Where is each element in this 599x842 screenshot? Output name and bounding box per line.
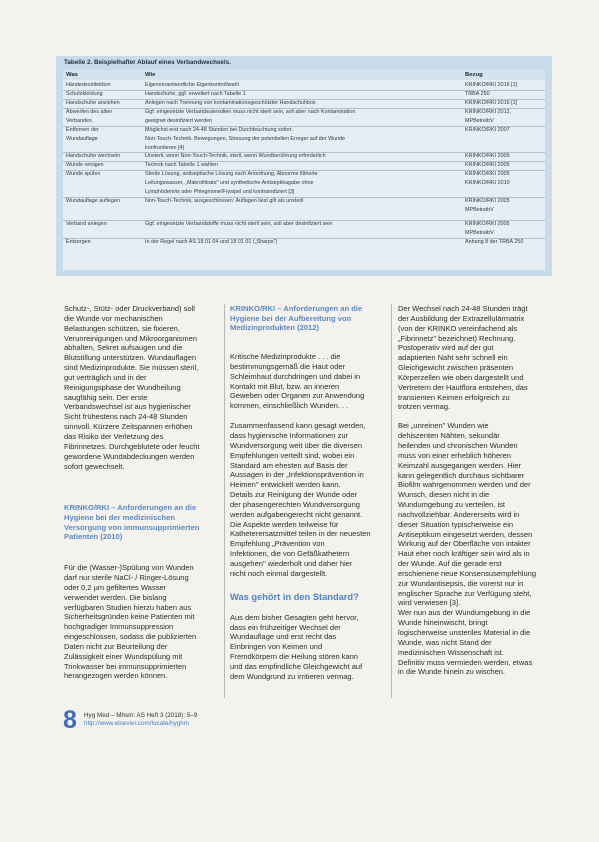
table-cell-wie: Eigenverantwortliche Eigenkontrollwahl: [145, 82, 239, 88]
text-line: dieser Situation typischerweise ein: [398, 519, 514, 529]
table-cell-was: Abwerfen des alten Verbandes: [66, 109, 113, 125]
text-line: Wunde, was nicht Stand der: [398, 637, 492, 647]
text-line: adaptierten Naht sehr schnell ein: [398, 353, 508, 363]
table-header-row: [63, 70, 545, 80]
table-cell-was: Entfernen der Wundauflage: [66, 127, 99, 143]
text-line: Postoperativ wird auf der gut: [398, 343, 494, 353]
text-line: „Fibrinnetz" bezeichnet) Rechnung.: [398, 333, 516, 343]
text-line: die Wunde vor mechanischen: [64, 313, 163, 323]
heading-line: Hygiene bei der Aufbereitung von: [230, 313, 352, 323]
row-separator: [63, 108, 545, 109]
text-line: nachvollziehbar. Andererseits wird in: [398, 509, 520, 519]
text-line: ausgehen" wiederholt und daher hier: [230, 558, 353, 568]
text-line: sinnvoll. Kürzere Zeitspannen erhöhen: [64, 422, 193, 432]
table-header-wie: Wie: [145, 72, 156, 78]
paragraph: [398, 304, 560, 412]
row-separator: [63, 161, 545, 162]
text-line: Sicht frühestens nach 24-48 Stunden: [64, 412, 188, 422]
text-line: Empfehlung „Prävention von: [230, 539, 325, 549]
table-cell-was: Entsorgen: [66, 239, 91, 245]
text-line: verfügbaren Studien hierzu haben aus: [64, 602, 192, 612]
text-line: der Wunde. Auf die gerade erst: [398, 559, 502, 569]
text-line: Einbringen von Keimen und: [230, 642, 323, 652]
table-cell-bezug: KRINKO/RKI 2005: [465, 162, 510, 168]
table-header-bezug: Bezug: [465, 72, 483, 78]
text-line: Infektionen, die von Gefäßkathetern: [230, 549, 350, 559]
section-heading-main: Was gehört in den Standard?: [230, 591, 359, 602]
text-line: Wunsch, diesen nicht in die: [398, 490, 490, 500]
text-line: Vertretern der Hautflora entstehen, das: [398, 382, 528, 392]
text-line: Kritische Medizinprodukte . . . die: [230, 352, 341, 362]
text-line: kann gelegentlich durchaus sichtbarer: [398, 470, 525, 480]
text-column-2: [230, 304, 392, 682]
text-line: Standard am ehesten auf Basis der: [230, 460, 348, 470]
text-line: Wunde hineinwischt, bringt: [398, 618, 488, 628]
text-line: Aus dem bisher Gesagten geht hervor,: [230, 612, 359, 622]
text-line: Definitiv muss vermieden werden, etwas: [398, 657, 533, 667]
table-cell-was: Händedesinfektion: [66, 82, 111, 88]
section-heading: [64, 503, 226, 542]
text-line: Keimzahl ausgegangen werden. Hier: [398, 460, 521, 470]
paragraph: [230, 352, 392, 411]
text-line: kommen, einschließlich Wunden. . .: [230, 401, 349, 411]
table-cell-wie: Ggf. eingesetzte Verbandsutensilien muss nicht steril sein, soll aber nach Kontamination geeignet desinfiziert werden: [145, 109, 356, 125]
text-line: Schutz-, Stütz- oder Druckverband) soll: [64, 304, 195, 313]
table-cell-bezug: Anhang 8 der TRBA 250: [465, 239, 524, 245]
text-line: Zulässigkeit einer Wundspülung mit: [64, 651, 183, 661]
table-header-was: Was: [66, 72, 78, 78]
heading-line: Medizinprodukten (2012): [230, 323, 320, 333]
heading-line: KRINKO/RKI – Anforderungen an die: [64, 503, 197, 513]
text-line: Heimen" entwickelt werden kann.: [230, 480, 341, 490]
table-cell-bezug: TRBA 250: [465, 91, 490, 97]
text-line: sind Medizinprodukte. Sie müssen steril,: [64, 363, 199, 373]
text-line: Wundumgebung zu verteilen, ist: [398, 500, 506, 510]
page-number: 8: [63, 706, 77, 734]
text-line: Wirkung auf der Oberfläche von intakter: [398, 539, 531, 549]
text-line: herangezogen werden können.: [64, 671, 168, 681]
text-line: gewordene Wundabdeckungen werden: [64, 451, 195, 461]
table-cell-was: Wunde reinigen: [66, 162, 104, 168]
text-line: Gleichgewicht zwischen präsenten: [398, 363, 514, 373]
table-cell-bezug: KRINKO/RKI 2005: [465, 153, 510, 159]
text-line: gut verträglich und in der: [64, 372, 147, 382]
table-cell-wie: Handschuhe, ggf. erweitert nach Tabelle 1: [145, 91, 246, 97]
row-separator: [63, 126, 545, 127]
text-line: Kontakt mit Blut, bzw. an inneren: [230, 381, 340, 391]
row-separator: [63, 238, 545, 239]
text-line: transienten Keimen erfolgreich zu: [398, 392, 510, 402]
table-cell-wie: In der Regel nach AS 18 01 04 und 18 01 01 („Sharps"): [145, 239, 278, 245]
text-line: darf nur sterile NaCl- / Ringer-Lösung: [64, 573, 189, 582]
text-line: englischer Sprache zur Verfügung steht,: [398, 588, 532, 598]
text-line: sofort gewechselt.: [64, 461, 125, 471]
text-line: Verbandswechsel ist aus hygienischer: [64, 402, 191, 412]
text-line: Geweben oder Organen zur Anwendung: [230, 391, 365, 401]
text-line: saugfähig sein. Der erste: [64, 392, 148, 402]
row-separator: [63, 197, 545, 198]
table-cell-wie: Ggf. eingesetzte Verbandstoffe muss nicht steril sein, soll aber desinfiziert sein: [145, 221, 333, 227]
text-line: eingeschlossen, sodass die publizierten: [64, 632, 197, 642]
text-line: Wer nun aus der Wundumgebung in die: [398, 608, 531, 618]
table-cell-wie: Unsteril, wenn Non-Touch-Technik, steril, wenn Wundberührung erforderlich: [145, 153, 326, 159]
section-heading: [230, 304, 392, 333]
text-line: der Ausbildung der Extrazellulärmatrix: [398, 313, 525, 323]
text-line: logischerweise unsteriles Material in die: [398, 628, 531, 637]
table-cell-wie: Non-Touch-Technik, ausgeschlossen: Auflagen liest gilt als unsteril: [145, 198, 304, 204]
text-line: Daten nicht zur Beurteilung der: [64, 641, 168, 651]
table-cell-wie: Möglichst erst nach 24-48 Stunden bei Durchfeuchtung sofort. Non-Touch-Technik. Bewegungen, Streuung der potentiellen Erreger auf der Wunde konfrontieren [4]: [145, 127, 346, 152]
heading-line: KRINKO/RKI – Anforderungen an die: [230, 304, 363, 313]
text-line: zur Wundantisepsis, die vorerst nur in: [398, 578, 524, 588]
text-line: hochgradiger Immunsuppression: [64, 622, 174, 632]
table-cell-was: Schutzkleidung: [66, 91, 103, 97]
text-line: Antiseptikum eingesetzt werden, dessen: [398, 529, 533, 539]
table-row: [63, 197, 545, 220]
table: [63, 70, 545, 270]
table-cell-wie: Technik nach Tabelle 1 wählen: [145, 162, 219, 168]
text-line: Wundversorgung weit über die diversen: [230, 440, 363, 450]
text-line: dass ein frühzeitiger Wechsel der: [230, 622, 341, 632]
table-cell-was: Wunde spülen: [66, 171, 101, 177]
text-line: (von der KRINKO vereinfachend als: [398, 323, 518, 333]
table-cell-wie: Anlegen nach Trennung von kontaminationsgeschützter Handschuhbox: [145, 100, 316, 106]
text-line: das Risiko der Verletzung des: [64, 431, 164, 441]
text-line: Haut eher noch kräftiger sein wird als in: [398, 549, 530, 559]
text-line: Der Wechsel nach 24-48 Stunden trägt: [398, 304, 528, 313]
text-line: Aussagen in der „Infektionsprävention in: [230, 470, 364, 480]
row-separator: [63, 90, 545, 91]
text-line: werden aufgabengerecht nicht genannt.: [230, 509, 363, 519]
text-line: Sicherheitsgründen keine Patienten mit: [64, 612, 195, 622]
table-cell-was: Verband anlegen: [66, 221, 107, 227]
table-cell-was: Handschuhe wechseln: [66, 153, 121, 159]
paragraph: [230, 613, 392, 682]
text-line: in die Wunde hinein zu wischen.: [398, 667, 506, 677]
table-cell-bezug: KRINKO/RKI 2005 MPBetreibV: [465, 221, 510, 237]
footer-citation: [84, 712, 197, 728]
text-line: nicht noch einmal dargestellt.: [230, 568, 328, 578]
table-row: [63, 170, 545, 197]
table-row: [63, 126, 545, 152]
text-line: medizinischen Wissenschaft ist.: [398, 647, 504, 657]
text-line: heilenden und chronischen Wunden: [398, 440, 518, 450]
paragraph: [398, 421, 560, 677]
table-row: [63, 238, 545, 252]
table-row: [63, 108, 545, 126]
text-line: verwendet werden. Die bislang: [64, 592, 167, 602]
text-line: Verunreinigungen und Mikroorganismen: [64, 333, 198, 343]
text-line: dem Wundgrund zu irritieren vermag.: [230, 671, 354, 681]
text-line: Blutstillung unterstützen. Wundauflagen: [64, 353, 197, 363]
text-column-3: [398, 304, 560, 677]
citation-link[interactable]: http://www.elsevier.com/locate/hyghm: [84, 720, 189, 727]
heading-line: Hygiene bei der medizinischen: [64, 513, 175, 523]
text-line: Fremdkörpern die Heilung stören kann: [230, 652, 358, 662]
text-line: Trinkwasser bei immunsupprimierten: [64, 661, 187, 671]
text-line: Belastungen schützen, sie fixieren,: [64, 323, 180, 333]
text-line: der phasengerechten Wundversorgung: [230, 499, 360, 509]
text-line: Katheterersatzmittel teilen in der neuesten: [230, 529, 371, 539]
text-line: muss von einer erheblich höheren: [398, 450, 511, 460]
text-line: Bei „unreinen" Wunden wie: [398, 421, 489, 431]
table-cell-was: Handschuhe anziehen: [66, 100, 120, 106]
text-line: Körperzellen wie oben dargestellt und: [398, 372, 524, 382]
paragraph: [64, 563, 226, 681]
text-line: Die Aspekte werden teilweise für: [230, 519, 339, 529]
text-line: abhalten, Sekret aufsaugen und die: [64, 343, 183, 353]
text-line: oder 0,2 µm gefiltertes Wasser: [64, 582, 166, 592]
text-column-1: [64, 304, 226, 681]
text-line: Details zur Reinigung der Wunde oder: [230, 490, 358, 500]
text-line: erschienene neue Konsensusempfehlung: [398, 568, 537, 578]
text-line: Fibrinnetzes. Durchgeblutete oder feucht: [64, 441, 200, 451]
table-cell-bezug: KRINKO/RKI 2005 MPBetreibV: [465, 198, 510, 214]
table-cell-was: Wundauflage auflegen: [66, 198, 120, 204]
citation-text: Hyg Med – Mhsm: AS Heft 3 (2018): 5–9: [84, 712, 198, 719]
text-line: Schleimhaut durchdringen und dabei in: [230, 371, 361, 381]
table-cell-bezug: KRINKO/RKI 2005 KRINKO/RKI 2010: [465, 171, 510, 187]
table-caption: Tabelle 2. Beispielhafter Ablauf eines Verbandwechsels.: [64, 59, 231, 66]
table-cell-wie: Sterile Lösung, antiseptische Lösung nach Anordnung, Abnorme filtrierte Leitungswasser, „Makrofiltrate" und synthetische Antiseptikagabe ohne Lymphödem/is oder Phlegmone/Frysipel und kontraindiziert [3]: [145, 171, 318, 196]
table-cell-bezug: KRINKO/RKI 2012, MPBetreibV: [465, 109, 512, 125]
paragraph: [64, 304, 226, 471]
table-cell-bezug: KRINKO/RKI 2016 [1]: [465, 82, 518, 88]
paragraph: [230, 421, 392, 579]
text-line: Zusammenfassend kann gesagt werden,: [230, 421, 366, 431]
text-line: Reinigungsphase der Wundheilung: [64, 382, 181, 392]
heading-line: Versorgung von immunsupprimierten: [64, 522, 200, 532]
text-line: trotzen vermag.: [398, 402, 451, 412]
text-line: dass hygienische Informationen zur: [230, 431, 348, 441]
row-separator: [63, 99, 545, 100]
heading-line: Patienten (2010): [64, 532, 123, 542]
table-cell-bezug: KRINKO/RKI 2016 [1]: [465, 100, 518, 106]
table-box: [56, 56, 552, 276]
text-line: Für die (Wasser-)Spülung von Wunden: [64, 563, 194, 573]
text-line: wird verwiesen [3].: [398, 598, 461, 608]
text-line: bestimmungsgemäß die Haut oder: [230, 361, 346, 371]
table-row: [63, 220, 545, 238]
table-cell-bezug: KRINKO/RKI 2007: [465, 127, 510, 133]
row-separator: [63, 152, 545, 153]
row-separator: [63, 170, 545, 171]
row-separator: [63, 220, 545, 221]
text-line: Empfehlungen verteilt sind, wobei ein: [230, 450, 355, 460]
text-line: Biofilm wahrgenommen werden und der: [398, 480, 531, 490]
text-line: Wundauflage und erst recht das: [230, 632, 337, 642]
text-line: dehiszenten Nähten, sekundär: [398, 431, 500, 441]
text-line: und das empfindliche Gleichgewicht auf: [230, 661, 363, 671]
